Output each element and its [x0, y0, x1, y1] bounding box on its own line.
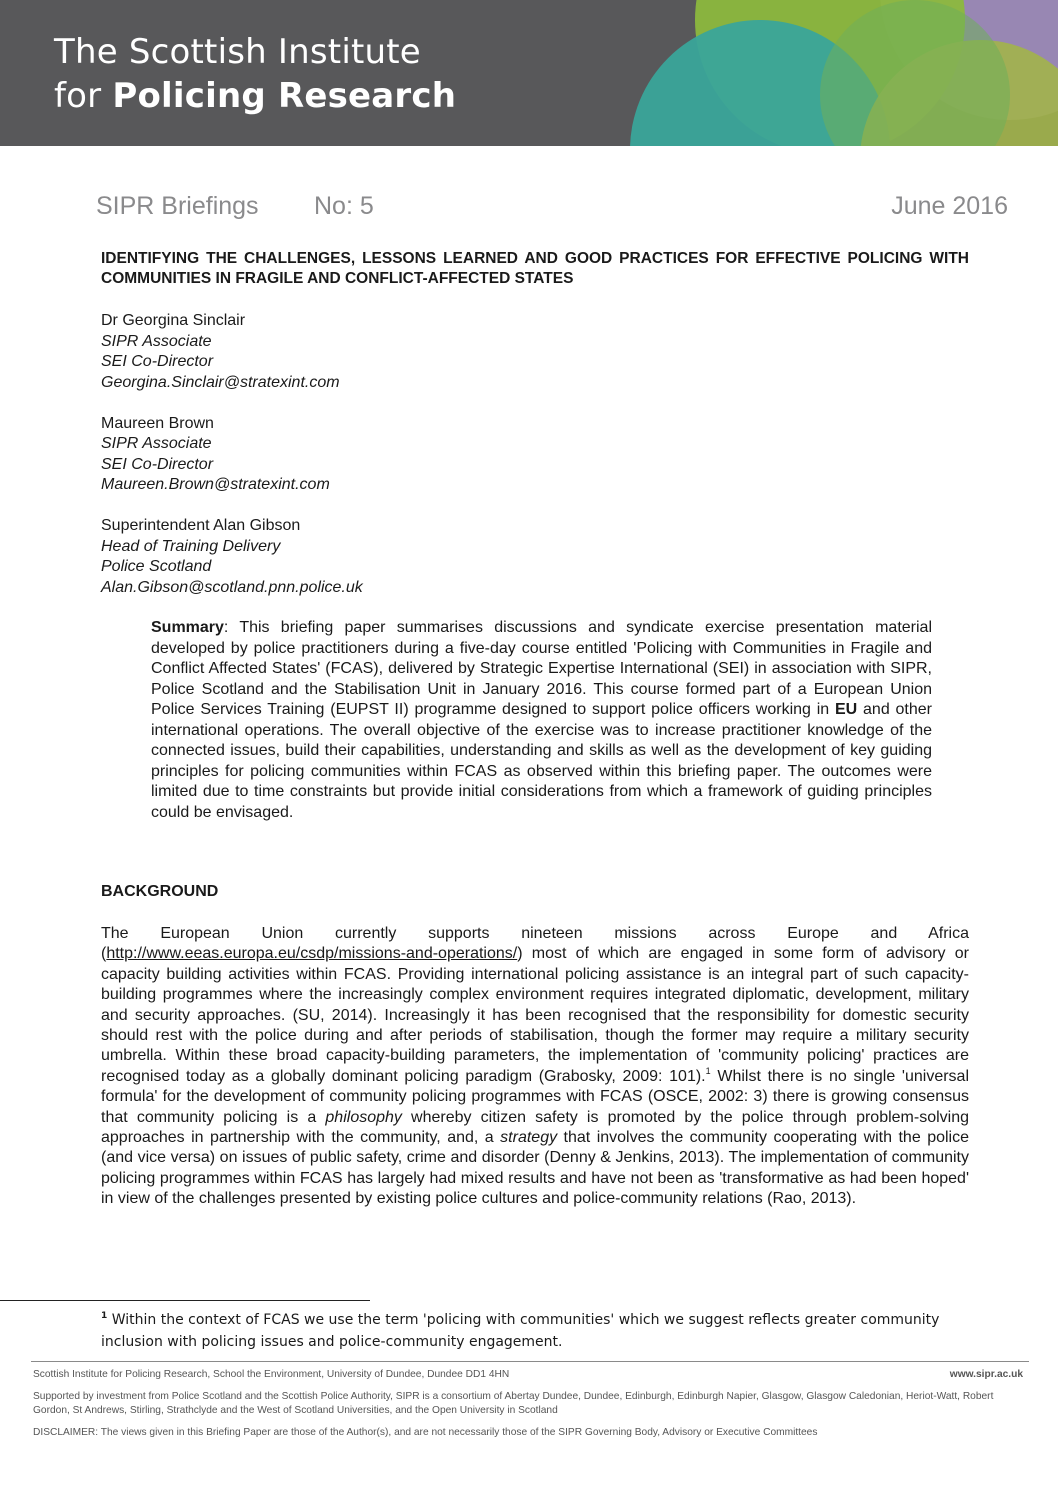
footnote-divider — [0, 1300, 370, 1301]
background-text-1: The European Union currently supports nineteen missions across Europe and Africa ( — [101, 925, 969, 963]
background-text-3: Whilst there is no single 'universal formula' for the development of community policing programmes with FCAS (OSCE, 2002: 3) there is growing consensus that community policing is a — [101, 1067, 970, 1126]
author-role: SEI Co-Director — [101, 455, 214, 473]
footnote-reference[interactable]: 1 — [705, 1065, 711, 1076]
summary-eu: EU — [835, 701, 858, 718]
institute-name — [54, 30, 456, 118]
briefing-series: SIPR Briefings — [96, 192, 259, 220]
background-heading: BACKGROUND — [101, 883, 219, 900]
author-block — [101, 414, 363, 496]
author-email: Georgina.Sinclair@stratexint.com — [101, 373, 340, 391]
institute-name-prefix: for — [54, 76, 102, 116]
author-role: SIPR Associate — [101, 332, 212, 350]
summary-label: Summary — [151, 619, 224, 636]
footnote — [101, 1309, 981, 1353]
institute-name-bold: Policing Research — [112, 76, 457, 116]
institute-name-line2 — [54, 74, 456, 118]
briefing-date: June 2016 — [891, 192, 1008, 220]
author-name: Maureen Brown — [101, 414, 214, 432]
summary-paragraph — [151, 618, 932, 823]
institute-name-line1: The Scottish Institute — [54, 32, 421, 72]
background-text-2: ) most of which are engaged in some form of advisory or capacity building activities within FCAS. Providing international policing assistance is an integral part of such capacity-building programmes where the increasingly complex environment requires integrated diplomatic, development, military and security approaches. (SU, 2014). Increasingly it has been recognised that the responsibility for domestic security should rest with the police during and after periods of stabilisation, though the former may require a military security umbrella. Within these broad capacity-building parameters, the implementation of 'community policing' practices are recognised today as a globally dominant policing paradigm (Grabosky, 2009: 101). — [101, 945, 969, 1085]
author-list — [101, 311, 363, 619]
author-role: SIPR Associate — [101, 435, 212, 452]
footer-divider — [31, 1361, 1029, 1362]
emphasis-philosophy: philosophy — [325, 1108, 402, 1126]
footnote-marker: 1 — [101, 1311, 108, 1321]
author-name: Dr Georgina Sinclair — [101, 312, 246, 329]
author-name: Superintendent Alan Gibson — [101, 517, 301, 534]
author-role: SEI Co-Director — [101, 353, 214, 370]
briefing-number: No: 5 — [314, 192, 374, 220]
footnote-text: Within the context of FCAS we use the term 'policing with communities' which we suggest reflects greater community inclusion with policing issues and police-community engagement. — [101, 1312, 940, 1350]
background-text-4: whereby citizen safety is promoted by the police through problem-solving approaches in partnership with the community, and, a — [101, 1108, 970, 1147]
footer-support: Supported by investment from Police Scotland and the Scottish Police Authority, SIPR is a consortium of Abertay Dundee, Dundee, Edinburgh, Edinburgh Napier, Glasgow, Glasgow Caledonian, Heriot-Watt, Robert Gordon, St Andrews, Stirling, Strathclyde and the West of Scotland Universities, and the Open University in Scotland — [33, 1391, 994, 1416]
footer-address-line — [33, 1368, 1023, 1382]
document-title: IDENTIFYING THE CHALLENGES, LESSONS LEARNED AND GOOD PRACTICES FOR EFFECTIVE POLICING WITH COMMUNITIES IN FRAGILE AND CONFLICT-AFFECTED STATES — [101, 250, 969, 287]
author-block — [101, 311, 363, 393]
summary-text-b: and other international operations. The overall objective of the exercise was to increase practitioner knowledge of the connected issues, build their capabilities, understanding and skills as well as the development of key guiding principles for policing communities within FCAS as observed within this briefing paper. The outcomes were limited due to time constraints but provide initial considerations from which a framework of guiding principles could be envisaged. — [151, 701, 932, 821]
eeas-link[interactable]: http://www.eeas.europa.eu/csdp/missions-and-operations/ — [106, 945, 518, 963]
footer-website-link[interactable]: www.sipr.ac.uk — [949, 1369, 1023, 1380]
author-email: Alan.Gibson@scotland.pnn.police.uk — [101, 578, 363, 596]
header-banner — [0, 0, 1058, 146]
footer-disclaimer: DISCLAIMER: The views given in this Briefing Paper are those of the Author(s), and are not necessarily those of the SIPR Governing Body, Advisory or Executive Committees — [33, 1427, 818, 1438]
author-role: Police Scotland — [101, 558, 212, 575]
author-block — [101, 516, 363, 598]
emphasis-strategy: strategy — [500, 1129, 558, 1147]
author-role: Head of Training Delivery — [101, 537, 281, 555]
author-email: Maureen.Brown@stratexint.com — [101, 476, 330, 493]
footer-address: Scottish Institute for Policing Research, School the Environment, University of Dundee, Dundee DD1 4HN — [33, 1369, 510, 1380]
background-text-5: that involves the community cooperating with the police (and vice versa) on issues of public safety, crime and disorder (Denny & Jenkins, 2013). The implementation of community policing programmes within FCAS has largely had mixed results and have not been as 'transformative as had been hoped' in view of the challenges presented by existing police cultures and police-community relations (Rao, 2013). — [101, 1129, 969, 1208]
background-paragraph — [101, 924, 969, 1210]
summary-text-a: : This briefing paper summarises discussions and syndicate exercise presentation material developed by police practitioners during a five-day course entitled 'Policing with Communities in Fragile and Conflict Affected States' (FCAS), delivered by Strategic Expertise International (SEI) in association with SIPR, Police Scotland and the Stabilisation Unit in January 2016. This course formed part of a European Union Police Services Training (EUPST II) programme designed to support police officers working in — [151, 619, 932, 718]
